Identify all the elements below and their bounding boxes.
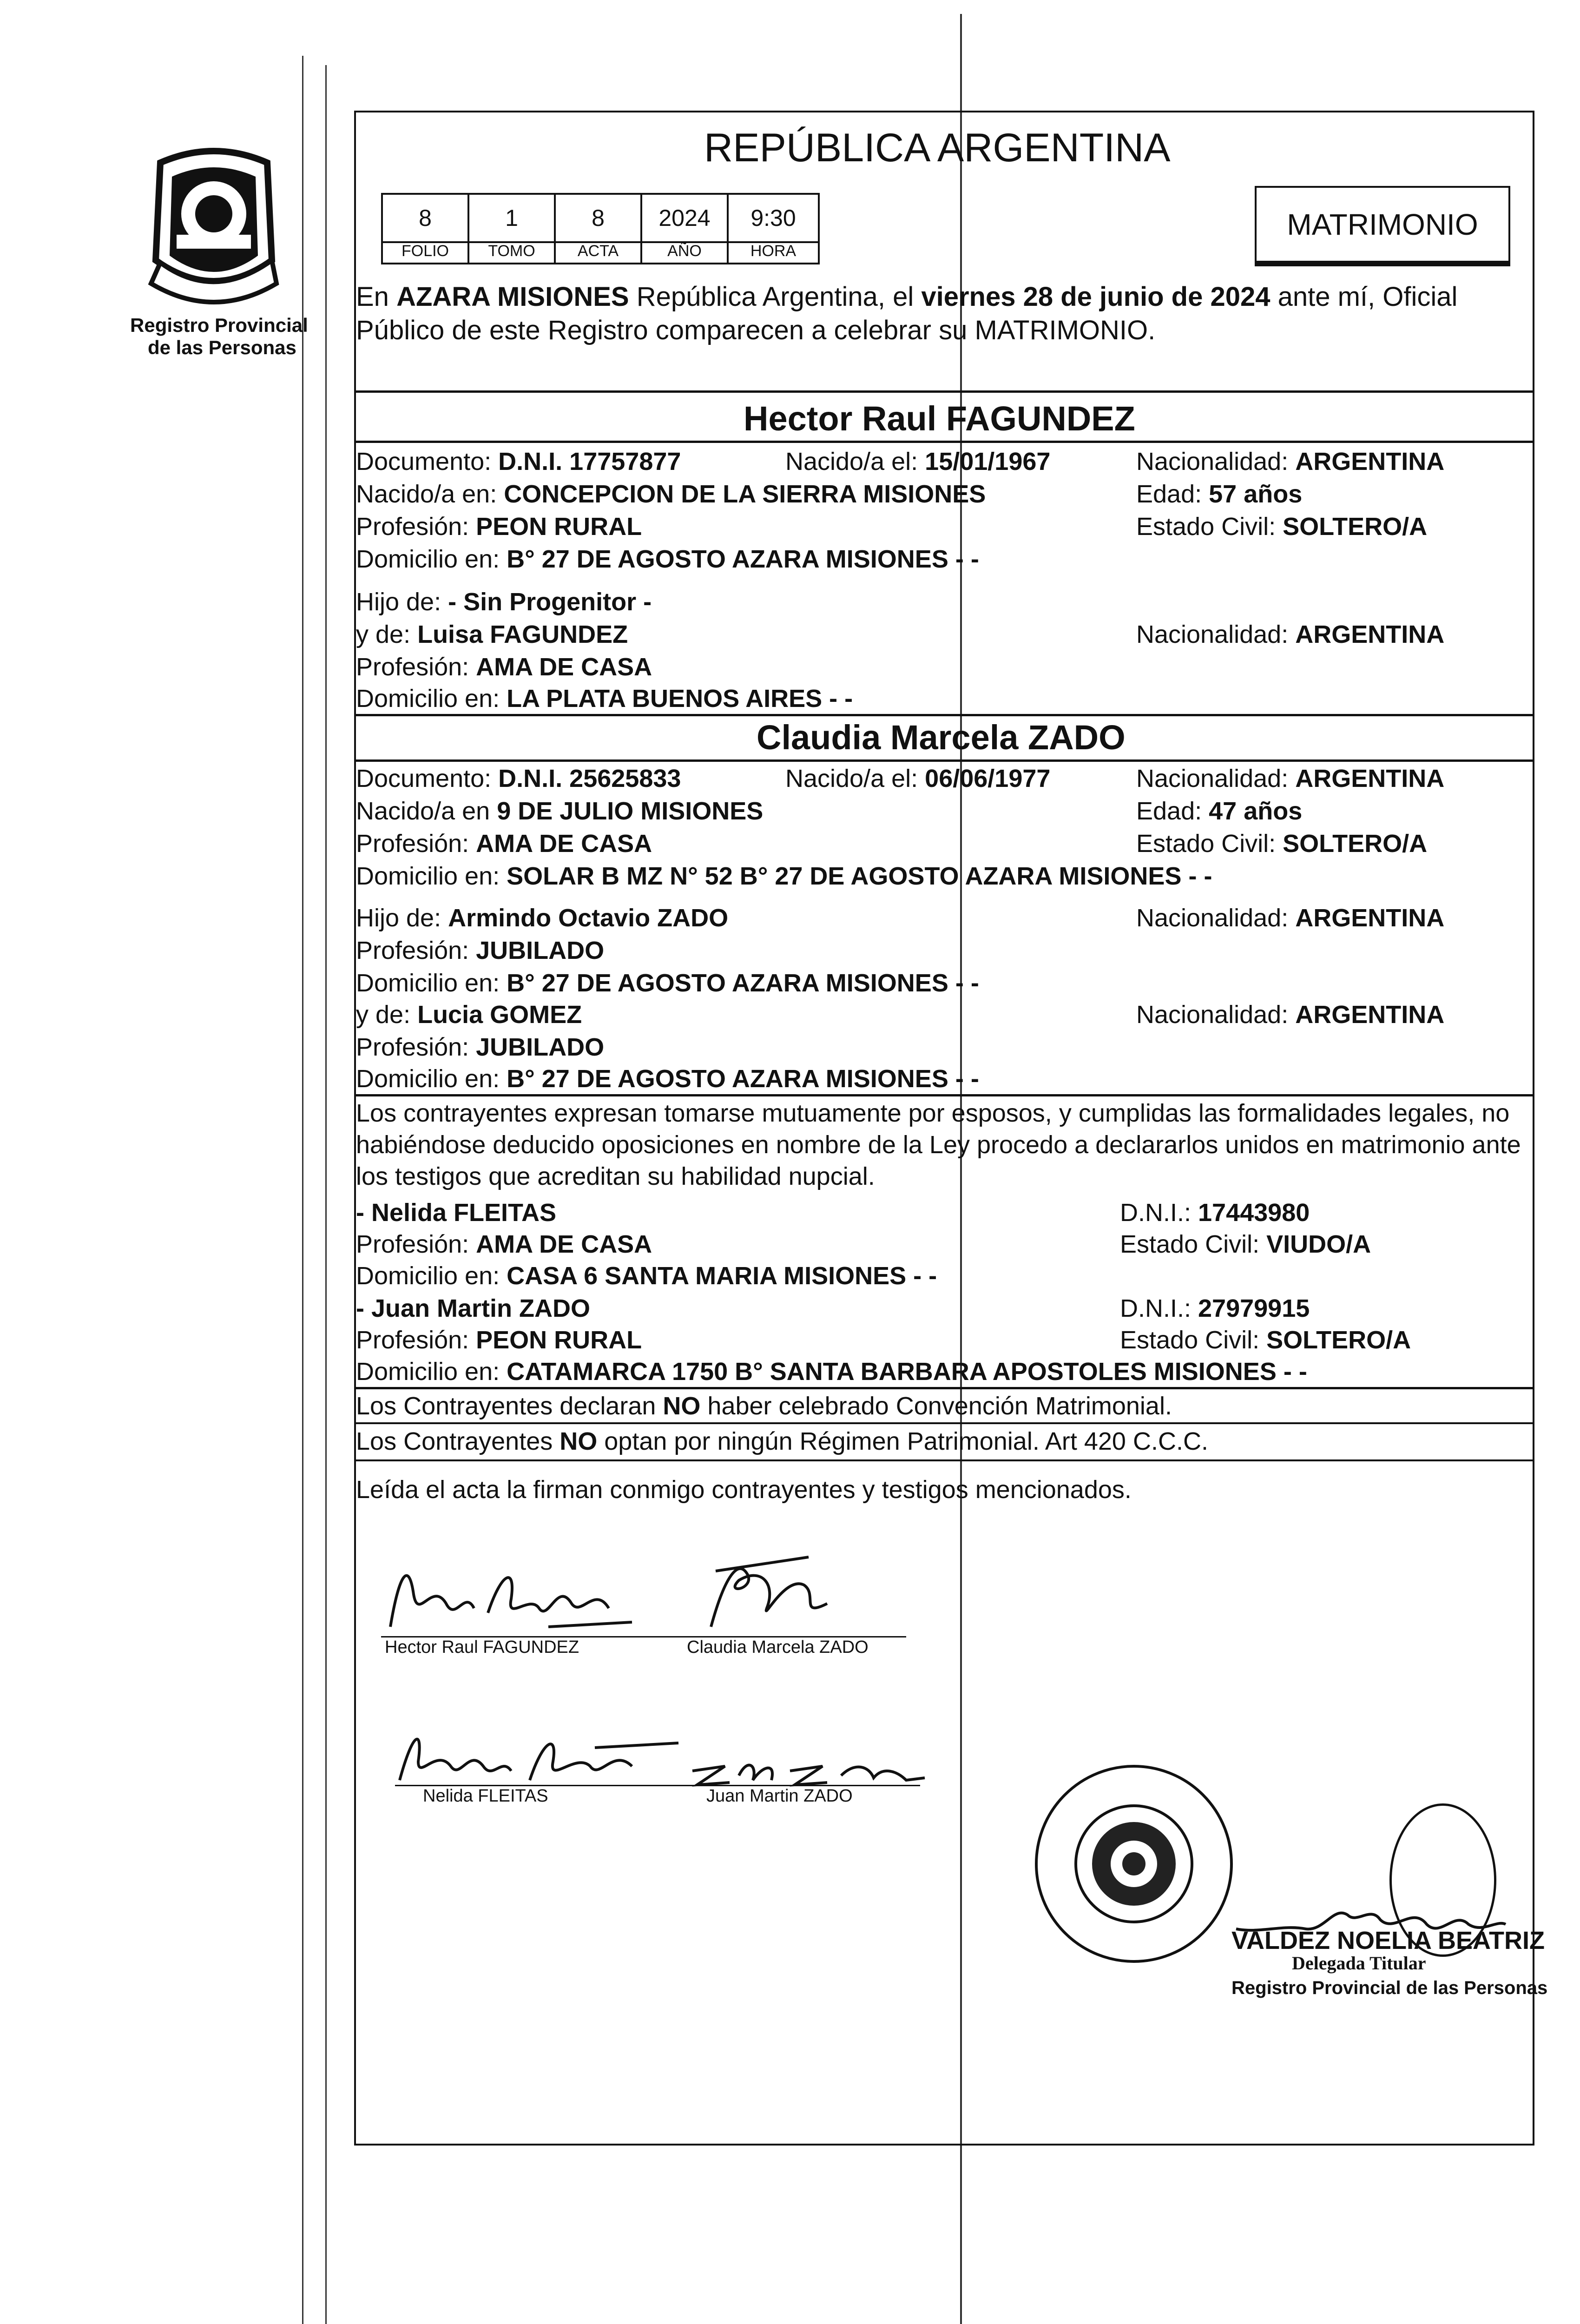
divider bbox=[354, 759, 1534, 762]
groom-mother-nationality: Nacionalidad: ARGENTINA bbox=[1136, 621, 1445, 648]
signature-scribble-icon bbox=[390, 1720, 688, 1794]
divider bbox=[354, 1387, 1534, 1389]
witness-1-profession: Profesión: AMA DE CASA bbox=[356, 1230, 652, 1258]
tomo-label: TOMO bbox=[467, 241, 556, 264]
registry-stamp bbox=[1022, 1752, 1245, 1975]
groom-father: Hijo de: - Sin Progenitor - bbox=[356, 588, 652, 616]
bride-birth-date: Nacido/a el: 06/06/1977 bbox=[785, 765, 1051, 792]
ceremony-date: viernes 28 de junio de 2024 bbox=[921, 282, 1271, 312]
divider bbox=[354, 390, 1534, 393]
groom-mother-profession: Profesión: AMA DE CASA bbox=[356, 653, 652, 681]
witness-1-marital-status: Estado Civil: VIUDO/A bbox=[1120, 1230, 1371, 1258]
bride-profession: Profesión: AMA DE CASA bbox=[356, 830, 652, 858]
tomo-cell: 1 bbox=[467, 193, 556, 243]
groom-birth-date: Nacido/a el: 15/01/1967 bbox=[785, 448, 1051, 475]
hora-cell: 9:30 bbox=[727, 193, 820, 243]
misiones-seal-icon bbox=[132, 144, 295, 311]
bride-signature-caption: Claudia Marcela ZADO bbox=[687, 1637, 869, 1657]
witness-1-dni: D.N.I.: 17443980 bbox=[1120, 1199, 1310, 1227]
bride-father-address: Domicilio en: B° 27 DE AGOSTO AZARA MISIONES - - bbox=[356, 969, 979, 997]
hora-label: HORA bbox=[727, 241, 820, 264]
groom-signature-caption: Hector Raul FAGUNDEZ bbox=[385, 1637, 579, 1657]
bride-mother-nationality: Nacionalidad: ARGENTINA bbox=[1136, 1001, 1445, 1029]
declaration-line-1: Los contrayentes expresan tomarse mutuamente por esposos, y cumplidas las formalidades legales, no bbox=[356, 1099, 1510, 1127]
groom-address: Domicilio en: B° 27 DE AGOSTO AZARA MISIONES - - bbox=[356, 545, 979, 573]
round-stamp-icon bbox=[1022, 1752, 1245, 1975]
divider bbox=[354, 1422, 1534, 1424]
witness-2-profession: Profesión: PEON RURAL bbox=[356, 1326, 642, 1354]
bride-marital-status: Estado Civil: SOLTERO/A bbox=[1136, 830, 1428, 858]
bride-name: Claudia Marcela ZADO bbox=[757, 718, 1126, 757]
bride-mother: y de: Lucia GOMEZ bbox=[356, 1001, 582, 1029]
regimen-statement: Los Contrayentes NO optan por ningún Régimen Patrimonial. Art 420 C.C.C. bbox=[356, 1427, 1208, 1455]
groom-profession: Profesión: PEON RURAL bbox=[356, 513, 642, 541]
witness-2-signature-caption: Juan Martin ZADO bbox=[706, 1786, 853, 1806]
divider bbox=[354, 1459, 1534, 1461]
intro-line-2: Público de este Registro comparecen a celebrar su MATRIMONIO. bbox=[356, 315, 1156, 345]
provincial-logo bbox=[132, 144, 295, 311]
declaration-line-3: los testigos que acreditan su habilidad nupcial. bbox=[356, 1162, 875, 1190]
margin-line bbox=[302, 56, 303, 2324]
groom-mother: y de: Luisa FAGUNDEZ bbox=[356, 621, 628, 648]
witness-1-signature-caption: Nelida FLEITAS bbox=[423, 1786, 548, 1806]
witness-2-name: - Juan Martin ZADO bbox=[356, 1294, 591, 1322]
signature-scribble-icon bbox=[381, 1552, 641, 1645]
officer-org: Registro Provincial de las Personas bbox=[1231, 1978, 1548, 1998]
ano-cell: 2024 bbox=[640, 193, 729, 243]
ceremony-place: AZARA MISIONES bbox=[396, 282, 629, 312]
logo-line-2: de las Personas bbox=[148, 337, 296, 358]
document-title: REPÚBLICA ARGENTINA bbox=[704, 125, 1171, 170]
bride-nationality: Nacionalidad: ARGENTINA bbox=[1136, 765, 1445, 792]
intro-text: República Argentina, el bbox=[629, 282, 922, 312]
bride-birth-place: Nacido/a en 9 DE JULIO MISIONES bbox=[356, 797, 764, 825]
convention-statement: Los Contrayentes declaran NO haber celebrado Convención Matrimonial. bbox=[356, 1392, 1172, 1420]
officer-role: Delegada Titular bbox=[1292, 1953, 1426, 1974]
witness-2-marital-status: Estado Civil: SOLTERO/A bbox=[1120, 1326, 1411, 1354]
groom-birth-place: Nacido/a en: CONCEPCION DE LA SIERRA MISIONES bbox=[356, 480, 986, 508]
intro-text: ante mí, Oficial bbox=[1270, 282, 1458, 312]
officer-name: VALDEZ NOELIA BEATRIZ bbox=[1231, 1927, 1545, 1954]
bride-father-profession: Profesión: JUBILADO bbox=[356, 937, 605, 964]
folio-cell: 8 bbox=[381, 193, 469, 243]
acta-label: ACTA bbox=[554, 241, 642, 264]
act-type-box bbox=[1255, 186, 1510, 263]
bride-address: Domicilio en: SOLAR B MZ N° 52 B° 27 DE AGOSTO AZARA MISIONES - - bbox=[356, 862, 1212, 890]
groom-mother-address: Domicilio en: LA PLATA BUENOS AIRES - - bbox=[356, 685, 853, 713]
witness-2-address: Domicilio en: CATAMARCA 1750 B° SANTA BARBARA APOSTOLES MISIONES - - bbox=[356, 1358, 1307, 1386]
intro-text: En bbox=[356, 282, 397, 312]
groom-nationality: Nacionalidad: ARGENTINA bbox=[1136, 448, 1445, 475]
closing-statement: Leída el acta la firman conmigo contrayentes y testigos mencionados. bbox=[356, 1476, 1132, 1504]
witness-1-address: Domicilio en: CASA 6 SANTA MARIA MISIONES - - bbox=[356, 1262, 937, 1290]
bride-father: Hijo de: Armindo Octavio ZADO bbox=[356, 904, 729, 932]
bride-father-nationality: Nacionalidad: ARGENTINA bbox=[1136, 904, 1445, 932]
margin-line bbox=[325, 65, 327, 2324]
divider bbox=[354, 1094, 1534, 1096]
groom-documento: Documento: D.N.I. 17757877 bbox=[356, 448, 681, 475]
signature-scribble-icon bbox=[697, 1548, 836, 1641]
bride-mother-profession: Profesión: JUBILADO bbox=[356, 1033, 605, 1061]
divider bbox=[354, 714, 1534, 716]
bride-signature bbox=[697, 1548, 836, 1643]
bride-mother-address: Domicilio en: B° 27 DE AGOSTO AZARA MISIONES - - bbox=[356, 1065, 979, 1093]
groom-age: Edad: 57 años bbox=[1136, 480, 1303, 508]
act-type: MATRIMONIO bbox=[1287, 208, 1478, 241]
folio-label: FOLIO bbox=[381, 241, 469, 264]
divider bbox=[354, 441, 1534, 443]
witness-1-name: - Nelida FLEITAS bbox=[356, 1199, 557, 1227]
logo-line-1: Registro Provincial bbox=[130, 314, 308, 336]
bride-documento: Documento: D.N.I. 25625833 bbox=[356, 765, 681, 792]
groom-signature bbox=[381, 1552, 641, 1648]
intro-line-1 bbox=[356, 281, 1457, 313]
witness-2-dni: D.N.I.: 27979915 bbox=[1120, 1294, 1310, 1322]
bride-age: Edad: 47 años bbox=[1136, 797, 1303, 825]
ano-label: AÑO bbox=[640, 241, 729, 264]
groom-name: Hector Raul FAGUNDEZ bbox=[744, 399, 1135, 438]
acta-cell: 8 bbox=[554, 193, 642, 243]
declaration-line-2: habiéndose deducido oposiciones en nombre de la Ley procedo a declararlos unidos en matrimonio ante bbox=[356, 1131, 1521, 1159]
groom-marital-status: Estado Civil: SOLTERO/A bbox=[1136, 513, 1428, 541]
